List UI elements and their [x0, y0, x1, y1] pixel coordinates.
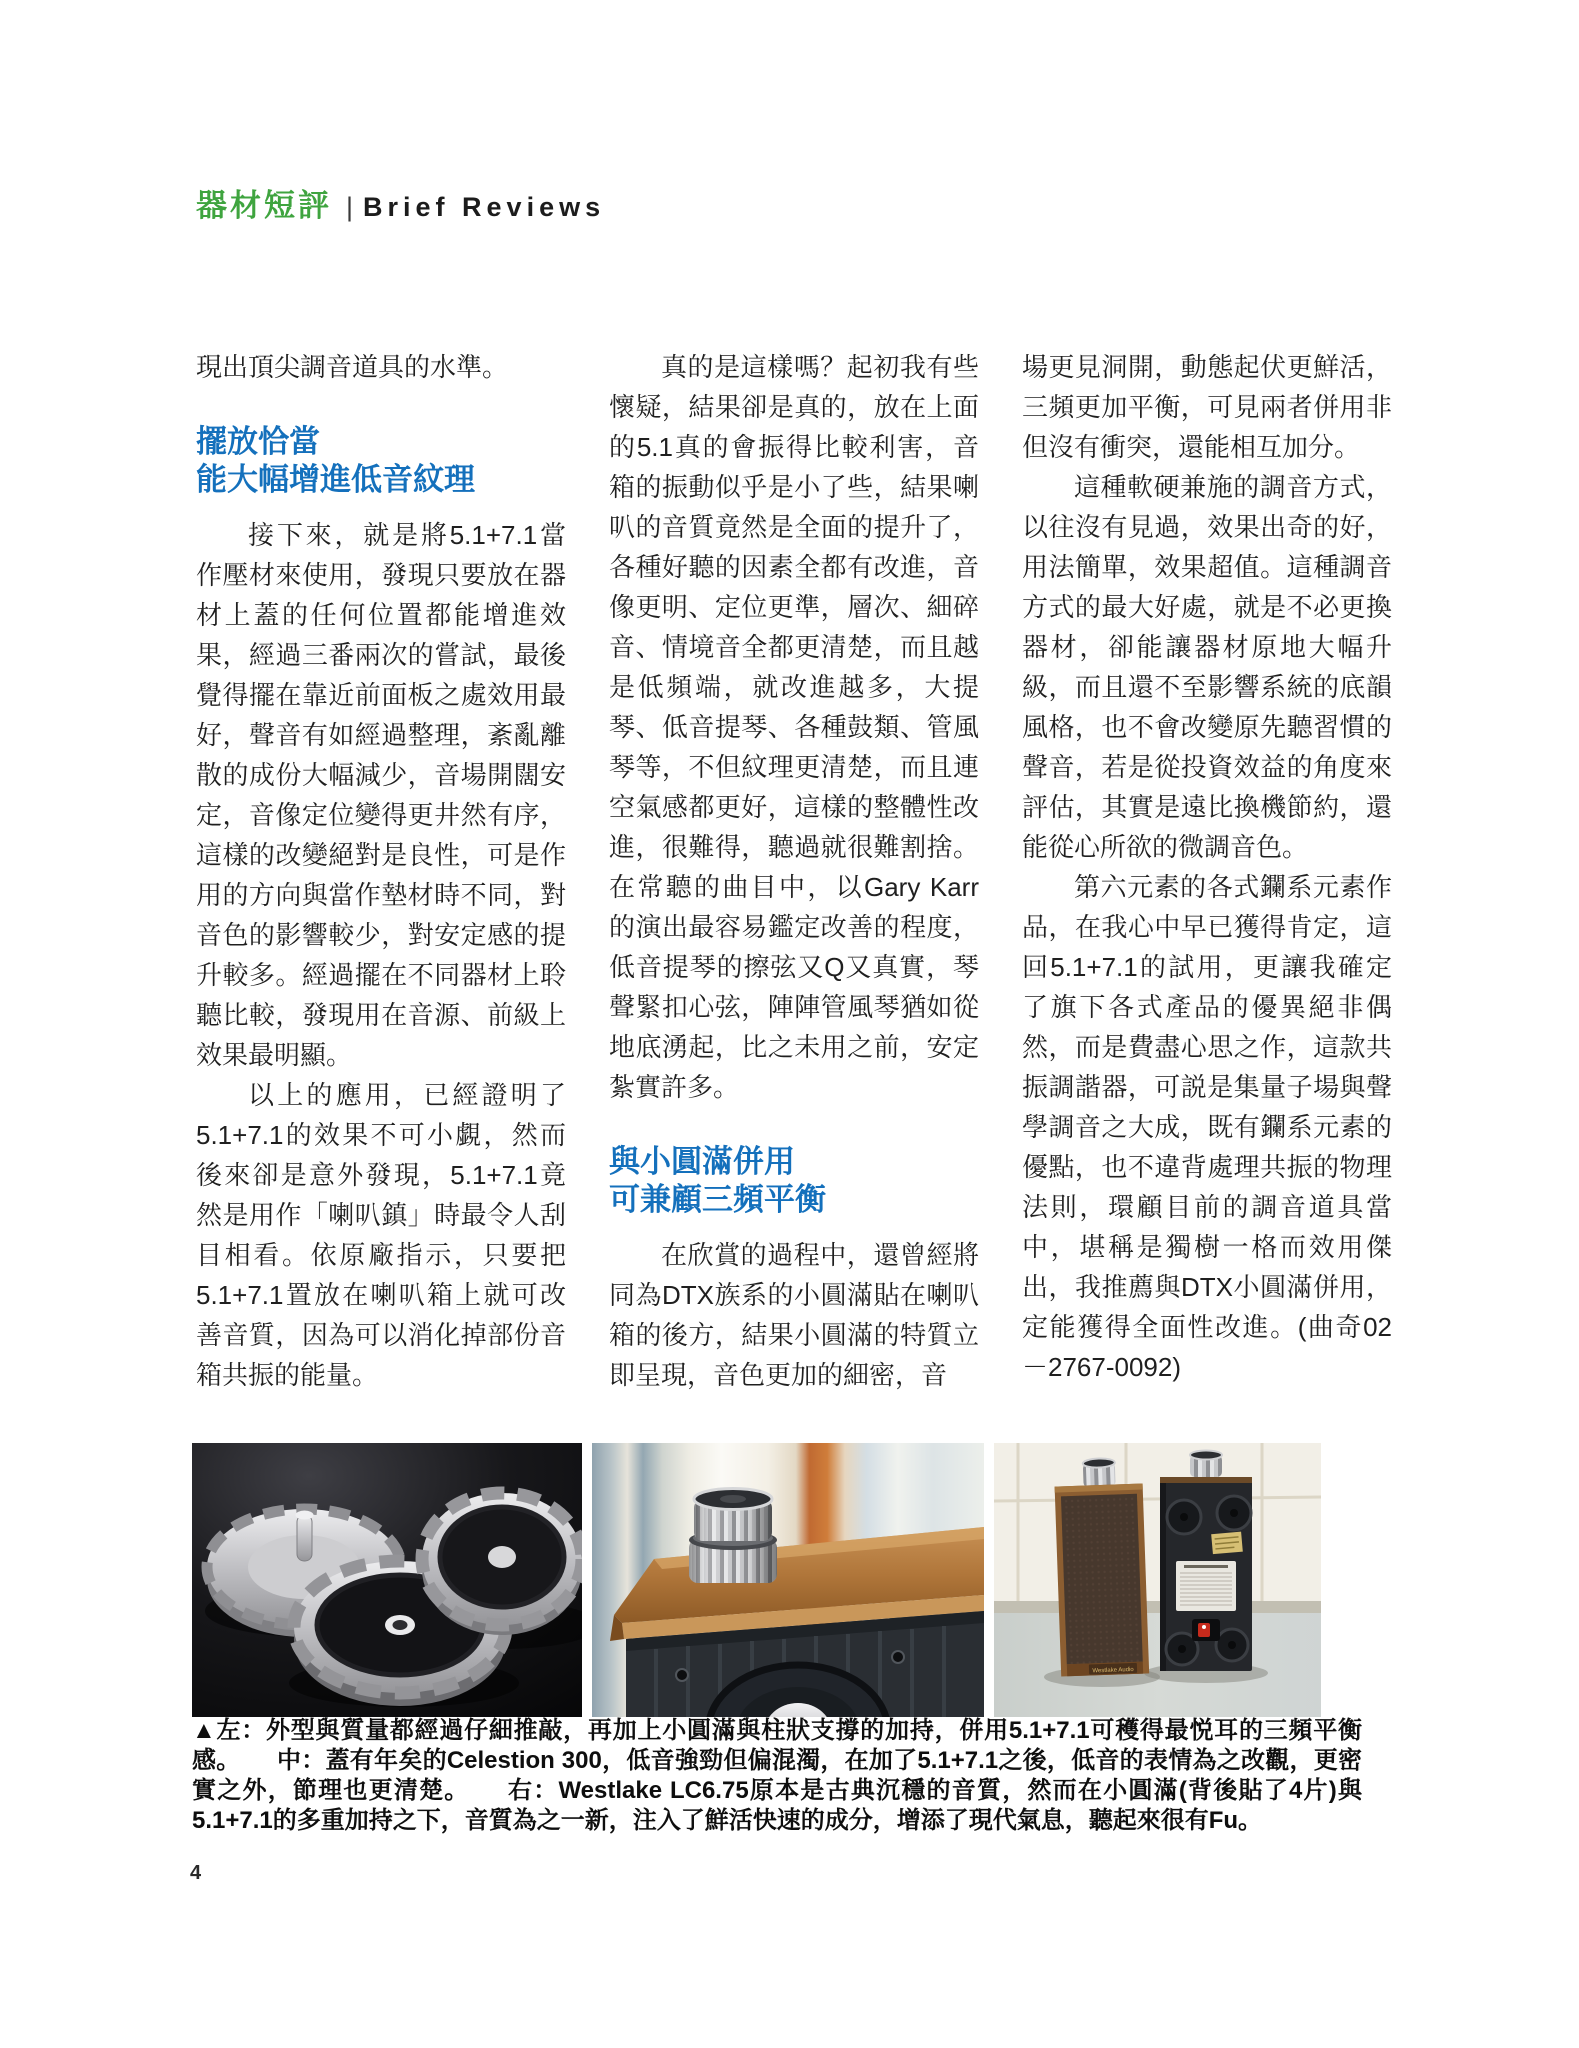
body-paragraph: 真的是這樣嗎？起初我有些懷疑，結果卻是真的，放在上面的5.1真的會振得比較利害，音箱的振動似乎是小了些，結果喇叭的音質竟然是全面的提升了，各種好聽的因素全都有改進，音像更明、定位更準，層次、細碎音、情境音全都更清楚，而且越是低頻端，就改進越多，大提琴、低音提琴、各種鼓類、管風琴等，不但紋理更清楚，而且連空氣感都更好，這樣的整體性改進，很難得，聽過就很難割捨。在常聽的曲目中，以Gary Karr的演出最容易鑑定改善的程度，低音提琴的擦弦又Q又真實，琴聲緊扣心弦，陣陣管風琴猶如從地底湧起，比之未用之前，安定紮實許多。	[609, 352, 979, 1102]
photo-left-tuning-discs	[192, 1443, 582, 1717]
body-paragraph: 以上的應用，已經證明了5.1+7.1的效果不可小覷，然而後來卻是意外發現，5.1+7.1竟然是用作「喇叭鎮」時最令人刮目相看。依原廠指示，只要把5.1+7.1置放在喇叭箱上就可改善音質，因為可以消化掉部份音箱共振的能量。	[196, 1080, 566, 1390]
article-body	[196, 347, 1392, 1395]
tuning-discs-illustration	[192, 1443, 582, 1717]
text-column-2	[609, 347, 979, 1395]
column-subheading: 與小圓滿併用 可兼顧三頻平衡	[609, 1144, 826, 1217]
stacked-tuning-knobs	[689, 1489, 777, 1584]
body-paragraph: 場更見洞開，動態起伏更鮮活，三頻更加平衡，可見兩者併用非但沒有衝突，還能相互加分。	[1022, 352, 1392, 462]
photo-caption: ▲左：外型與質量都經過仔細推敲，再加上小圓滿與柱狀支撐的加持，併用5.1+7.1可穫得最悦耳的三頻平衡感。 中：蓋有年矣的Celestion 300，低音強勁但偏混濁，在加了5.1+7.1之後，低音的表情為之改觀，更密實之外，節理也更清楚。 右：Westlake LC6.75原本是古典沉穩的音質，然而在小圓滿(背後貼了4片)與5.1+7.1的多重加持之下，音質為之一新，注入了鮮活快速的成分，增添了現代氣息，聽起來很有Fu。	[192, 1717, 1362, 1834]
photo-middle-speaker-top	[592, 1443, 984, 1717]
page-header	[196, 180, 605, 225]
speaker-pair-illustration	[994, 1443, 1321, 1717]
speaker-rear-view	[1160, 1451, 1252, 1672]
photo-strip	[192, 1443, 1321, 1717]
speaker-front-view	[1054, 1457, 1150, 1676]
disc-right-damper	[422, 1493, 582, 1635]
body-paragraph: 在欣賞的過程中，還曾經將同為DTX族系的小圓滿貼在喇叭箱的後方，結果小圓滿的特質立即呈現，音色更加的細密，音	[609, 1240, 979, 1390]
speaker-top-illustration	[592, 1443, 984, 1717]
serial-sticker	[1211, 1532, 1243, 1555]
section-title-zh: 器材短評	[196, 188, 332, 223]
body-paragraph: 現出頂尖調音道具的水準。	[196, 352, 509, 382]
photo-right-speaker-pair	[994, 1443, 1321, 1717]
brand-label: Westlake Audio	[1092, 1666, 1134, 1675]
section-title-en: Brief Reviews	[363, 192, 606, 222]
text-column-1	[196, 347, 566, 1395]
body-paragraph: 第六元素的各式鑭系元素作品，在我心中早已獲得肯定，這回5.1+7.1的試用，更讓我確定了旗下各式產品的優異絕非偶然，而是費盡心思之作，這款共振調諧器，可説是集量子場與聲學調音之大成，既有鑭系元素的優點，也不違背處理共振的物理法則，環顧目前的調音道具當中，堪稱是獨樹一格而效用傑出，我推薦與DTX小圓滿併用，定能獲得全面性改進。(曲奇02－2767-0092)	[1022, 872, 1392, 1382]
body-paragraph: 接下來，就是將5.1+7.1當作壓材來使用，發現只要放在器材上蓋的任何位置都能增進效果，經過三番兩次的嘗試，最後覺得擺在靠近前面板之處效用最好，聲音有如經過整理，紊亂離散的成份大幅減少，音場開闊安定，音像定位變得更井然有序，這樣的改變絕對是良性，可是作用的方向與當作墊材時不同，對音色的影響較少，對安定感的提升較多。經過擺在不同器材上聆聽比較，發現用在音源、前級上效果最明顯。	[196, 520, 566, 1070]
column-subheading: 擺放恰當 能大幅增進低音紋理	[196, 424, 475, 497]
body-paragraph: 這種軟硬兼施的調音方式，以往沒有見過，效果出奇的好，用法簡單，效果超值。這種調音方式的最大好處，就是不必更換器材，卻能讓器材原地大幅升級，而且還不至影響系統的底韻風格，也不會改變原先聽習慣的聲音，若是從投資效益的角度來評估，其實是遠比換機節約，還能從心所欲的微調音色。	[1022, 472, 1392, 862]
instruction-panel	[1176, 1561, 1236, 1611]
text-column-3	[1022, 347, 1392, 1395]
page-number: 4	[190, 1862, 202, 1884]
title-separator: |	[346, 192, 354, 222]
power-switch	[1192, 1619, 1220, 1641]
